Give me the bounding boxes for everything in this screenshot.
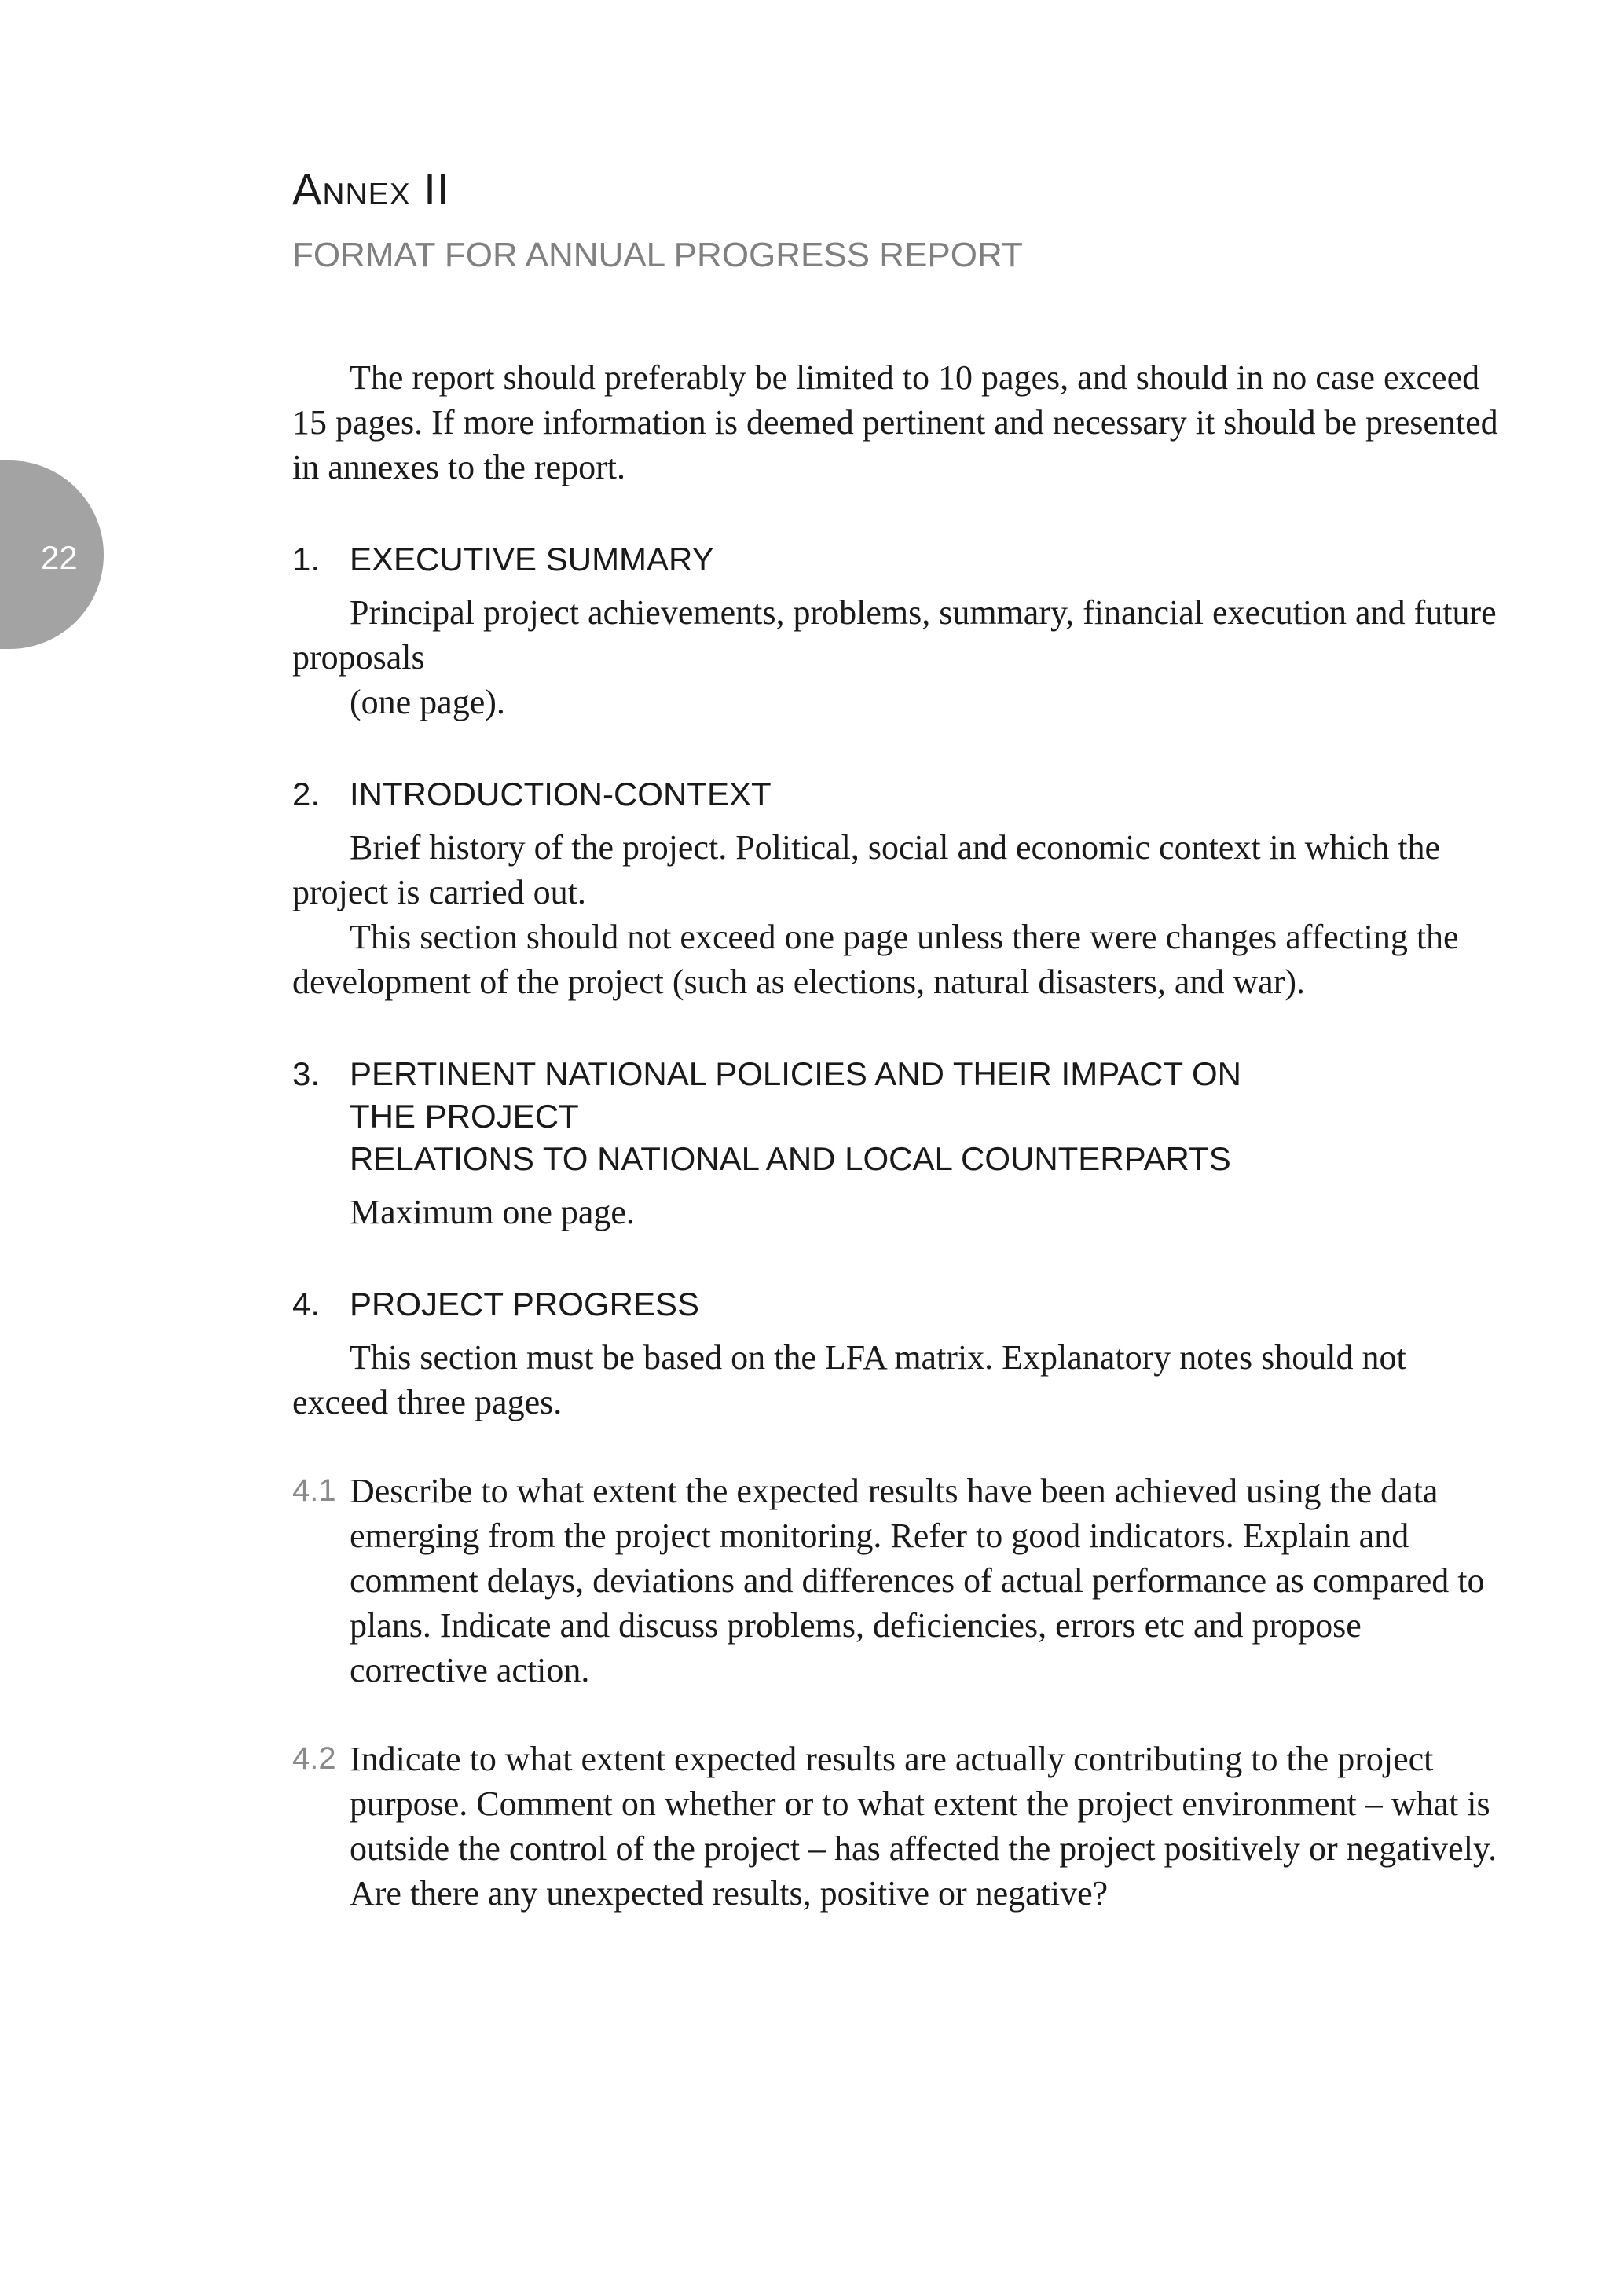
section-number: 4. — [292, 1286, 321, 1322]
section-paragraph: Principal project achievements, problems, summary, financial execution and future proposals — [292, 593, 1497, 677]
section-introduction-context — [292, 773, 1499, 1004]
section-paragraph: This section must be based on the LFA matrix. Explanatory notes should not exceed three pages. — [292, 1338, 1406, 1421]
section-number: 1. — [292, 541, 321, 578]
section-heading — [292, 773, 1499, 816]
section-heading — [292, 1053, 1499, 1180]
subsection-4-1 — [292, 1469, 1499, 1693]
section-title-line: PERTINENT NATIONAL POLICIES AND THEIR IMPACT ON — [350, 1055, 1242, 1092]
page-number: 22 — [41, 539, 78, 576]
section-heading — [292, 1283, 1499, 1326]
subsection-text: Indicate to what extent expected results are actually contributing to the project purpose. Comment on whether or to what extent the project environment – what is outside the control of the project – has affected the project positively or negatively. Are there any unexpected results, positive or negative? — [350, 1740, 1497, 1913]
section-title — [350, 538, 714, 581]
section-title — [350, 773, 772, 816]
document-body — [292, 355, 1499, 1916]
subsection-number: 4.1 — [292, 1473, 336, 1508]
section-title — [350, 1283, 699, 1326]
subsection-4-2 — [292, 1737, 1499, 1916]
section-national-policies — [292, 1053, 1499, 1234]
section-title-line: PROJECT PROGRESS — [350, 1286, 699, 1322]
annex-title: Annex II — [292, 164, 450, 214]
section-number: 3. — [292, 1055, 321, 1092]
section-paragraph: (one page). — [350, 683, 505, 721]
section-title-line: INTRODUCTION-CONTEXT — [350, 776, 772, 812]
section-paragraph: Brief history of the project. Political, social and economic context in which the project is carried out. — [292, 828, 1441, 911]
subsection-number: 4.2 — [292, 1741, 336, 1776]
section-number: 2. — [292, 776, 321, 812]
section-heading — [292, 538, 1499, 581]
section-executive-summary — [292, 538, 1499, 724]
subsection-text: Describe to what extent the expected results have been achieved using the data emerging from the project monitoring. Refer to good indicators. Explain and comment delays, deviations and differences of actual performance as compared to plans. Indicate and discuss problems, deficiencies, errors etc and propose corrective action. — [350, 1472, 1485, 1689]
section-paragraph: This section should not exceed one page unless there were changes affecting the development of the project (such as elections, natural disasters, and war). — [292, 918, 1459, 1001]
intro-paragraph: The report should preferably be limited to 10 pages, and should in no case exceed 15 pages. If more information is deemed pertinent and necessary it should be presented in annexes to the report. — [292, 358, 1498, 486]
section-paragraph: Maximum one page. — [350, 1193, 635, 1231]
section-project-progress — [292, 1283, 1499, 1916]
section-title-line: RELATIONS TO NATIONAL AND LOCAL COUNTERPARTS — [350, 1140, 1231, 1177]
annex-subtitle: FORMAT FOR ANNUAL PROGRESS REPORT — [292, 236, 1023, 274]
section-title-line: EXECUTIVE SUMMARY — [350, 541, 714, 578]
section-title-line: THE PROJECT — [350, 1098, 579, 1135]
section-title — [350, 1053, 1241, 1180]
